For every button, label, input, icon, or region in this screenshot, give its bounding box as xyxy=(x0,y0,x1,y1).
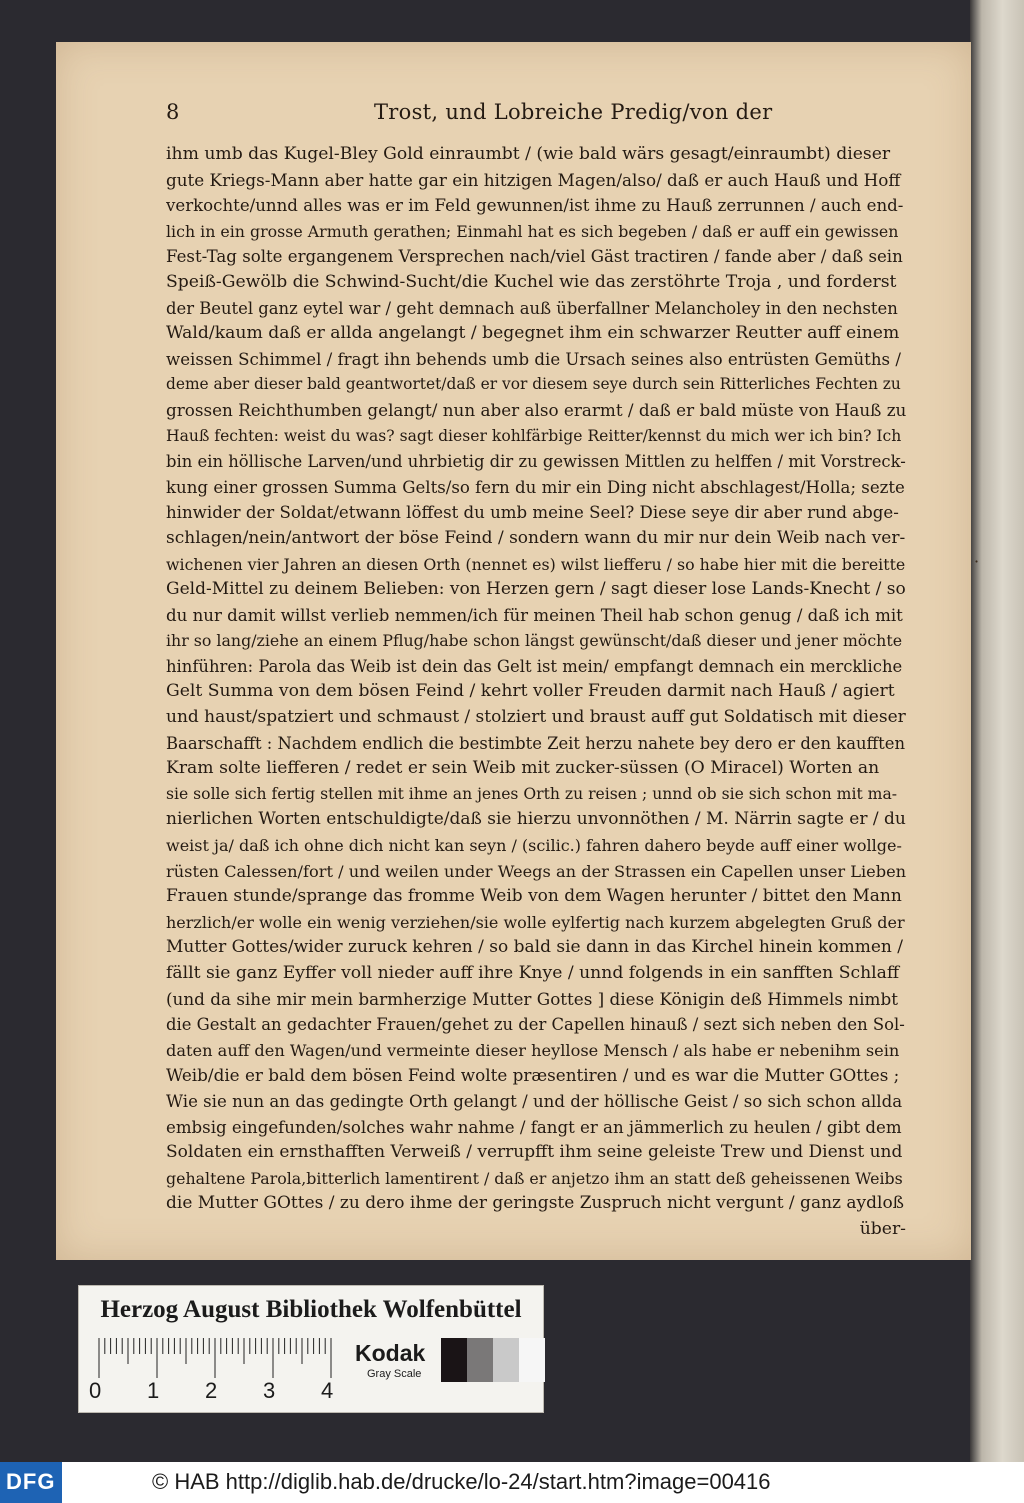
scale-number: 0 xyxy=(89,1378,102,1403)
library-label-card xyxy=(78,1285,544,1413)
text-line: und haust/spatziert und schmaust / stolziert und braust auff gut Soldatisch mit dieser xyxy=(166,707,906,728)
text-line: fällt sie ganz Eyffer voll nieder auff ihre Knye / unnd folgends in ein sanfften Schlaff xyxy=(166,963,900,983)
scale-ruler xyxy=(93,1336,339,1382)
gray-swatch xyxy=(467,1338,493,1382)
text-line: lich in ein grosse Armuth gerathen; Einmahl hat es sich begeben / daß er auff ein gewissen xyxy=(166,221,899,241)
text-line: weist ja/ daß ich ohne dich nicht kan seyn / (scilic.) fahren dahero beyde auff einer wollge- xyxy=(166,836,902,856)
text-line: hinführen: Parola das Weib ist dein das Gelt ist mein/ empfangt demnach ein merckliche xyxy=(166,656,903,676)
text-line: Baarschafft : Nachdem endlich die bestimbte Zeit herzu nahete bey dero er den kaufften xyxy=(166,733,906,753)
text-line: ihr so lang/ziehe an einem Pflug/habe schon längst gewünscht/daß dieser und jener möchte xyxy=(166,631,903,651)
text-line: Soldaten ein ernsthafften Verweiß / verrupfft ihm seine geleiste Trew und Dienst und xyxy=(166,1142,903,1163)
catchword: über- xyxy=(859,1218,906,1239)
gray-swatch xyxy=(493,1338,519,1382)
text-line: Gelt Summa von dem bösen Feind / kehrt voller Freuden darmit nach Hauß / agiert xyxy=(166,681,895,702)
library-name: Herzog August Bibliothek Wolfenbüttel xyxy=(100,1296,522,1323)
copyright-link[interactable]: © HAB http://diglib.hab.de/drucke/lo-24/start.htm?image=00416 xyxy=(152,1469,771,1494)
text-line: Weib/die er bald dem bösen Feind wolte præsentiren / und es war die Mutter GOttes ; xyxy=(166,1065,900,1086)
text-line: Hauß fechten: weist du was? sagt dieser kohlfärbige Reitter/kennst du mich wer ich bin? Ich xyxy=(166,426,902,445)
text-line: nierlichen Worten entschuldigte/daß sie hierzu unvonnöthen / M. Närrin sagte er / du xyxy=(166,809,906,830)
text-line: Wie sie nun an das gedingte Orth gelangt / und der höllische Geist / so sich schon allda xyxy=(166,1091,903,1111)
text-line: Geld-Mittel zu deinem Belieben: von Herzen gern / sagt dieser lose Lands-Knecht / so xyxy=(166,579,906,600)
text-line: schlagen/nein/antwort der böse Feind / sondern wann du mir nur dein Weib nach ver- xyxy=(166,527,906,548)
text-line: Fest-Tag solte ergangenem Versprechen nach/viel Gäst tractiren / fande aber / daß sein xyxy=(166,247,903,267)
text-line: ihm umb das Kugel-Bley Gold einraumbt / (wie bald wärs gesagt/einraumbt) dieser xyxy=(166,144,891,164)
text-line: die Gestalt an gedachter Frauen/gehet zu der Capellen hinauß / sezt sich neben den Sol- xyxy=(166,1015,905,1035)
kodak-brand: Kodak xyxy=(355,1340,426,1366)
text-line: Frauen stunde/sprange das fromme Weib von dem Wagen herunter / bittet den Mann xyxy=(166,886,902,907)
text-line: (und da sihe mir mein barmherzige Mutter Gottes ] diese Königin deß Himmels nimbt xyxy=(166,988,898,1009)
text-line: die Mutter GOttes / zu dero ihme der geringste Zuspruch nicht vergunt / ganz aydloß xyxy=(166,1193,905,1214)
text-line: Kram solte liefferen / redet er sein Weib mit zucker-süssen (O Miracel) Worten an xyxy=(166,758,880,779)
text-line: hinwider der Soldat/etwann löffest du umb meine Seel? Diese seye dir aber rund abge- xyxy=(166,503,899,523)
text-line: Wald/kaum daß er allda angelangt / begegnet ihm ein schwarzer Reutter auff einem xyxy=(166,323,900,344)
text-line: bin ein höllische Larven/und uhrbietig dir zu gewissen Mittlen zu helffen / mit Vorstreck- xyxy=(166,452,906,472)
scale-number: 1 xyxy=(147,1378,160,1403)
text-line: gute Kriegs-Mann aber hatte gar ein hitzigen Magen/also/ daß er auch Hauß und Hoff xyxy=(166,169,901,190)
gray-scale-caption: Gray Scale xyxy=(367,1368,422,1380)
text-line: wichenen vier Jahren an diesen Orth (nennet es) wilst liefferu / so habe hier mit die bereitte xyxy=(166,554,906,574)
margin-mark: · xyxy=(974,552,980,571)
dfg-logo-text: DFG xyxy=(6,1469,56,1494)
running-title: Trost, und Lobreiche Predig/von der xyxy=(374,100,773,124)
text-line: Mutter Gottes/wider zuruck kehren / so bald sie dann in das Kirchel hinein kommen / xyxy=(166,937,903,958)
text-line: grossen Reichthumben gelangt/ nun aber also erarmt / daß er bald müste von Hauß zu xyxy=(166,399,906,420)
text-line: rüsten Calessen/fort / und weilen under Weegs an der Strassen ein Capellen unser Lieben xyxy=(166,861,906,881)
book-page xyxy=(56,42,980,1260)
page-number: 8 xyxy=(166,100,180,124)
gray-swatch xyxy=(441,1338,467,1382)
text-line: weissen Schimmel / fragt ihn behends umb die Ursach seines also entrüsten Gemüths / xyxy=(166,349,901,369)
text-line: kung einer grossen Summa Gelts/so fern du mir ein Ding nicht abschlagest/Holla; sezte xyxy=(166,477,905,497)
text-line: sie solle sich fertig stellen mit ihme an jenes Orth zu reisen ; unnd ob sie sich schon mit ma- xyxy=(166,784,898,803)
text-line: Speiß-Gewölb die Schwind-Sucht/die Kuchel wie das zerstöhrte Troja , und forderst xyxy=(166,271,897,292)
text-line: der Beutel ganz eytel war / geht demnach auß überfallner Melancholey in den nechsten xyxy=(166,298,898,318)
gray-swatch xyxy=(519,1338,545,1382)
page-header xyxy=(166,100,966,136)
text-line: herzlich/er wolle ein wenig verziehen/sie wolle eylfertig nach kurzem abgelegten Gruß der xyxy=(166,912,905,932)
text-line: embsig eingefunden/solches wahr nahme / fangt er an jämmerlich zu heulen / gibt dem xyxy=(166,1117,902,1137)
footer-bar xyxy=(0,1462,1024,1503)
scale-number: 4 xyxy=(321,1378,334,1403)
text-line: gehaltene Parola,bitterlich lamentirent / daß er anjetzo ihm an statt deß geheissenen Weibs xyxy=(166,1168,903,1188)
text-line: deme aber dieser bald geantwortet/daß er vor diesem seye durch sein Ritterliches Fechten zu xyxy=(166,375,901,394)
page-body-text xyxy=(166,142,906,1243)
scale-ruler-labels xyxy=(89,1378,349,1404)
dfg-logo xyxy=(0,1462,62,1503)
text-line: du nur damit willst verlieb nemmen/ich für meinen Theil hab schon genug / daß ich mit xyxy=(166,605,903,625)
scale-number: 3 xyxy=(263,1378,276,1403)
text-line: daten auff den Wagen/und vermeinte dieser heyllose Mensch / als habe er nebenihm sein xyxy=(166,1040,900,1060)
text-line: verkochte/unnd alles was er im Feld gewunnen/ist ihme zu Hauß zerrunnen / auch end- xyxy=(166,196,904,216)
scale-number: 2 xyxy=(205,1378,218,1403)
gray-scale-swatches xyxy=(441,1338,545,1382)
adjacent-page-edge xyxy=(970,0,1024,1462)
